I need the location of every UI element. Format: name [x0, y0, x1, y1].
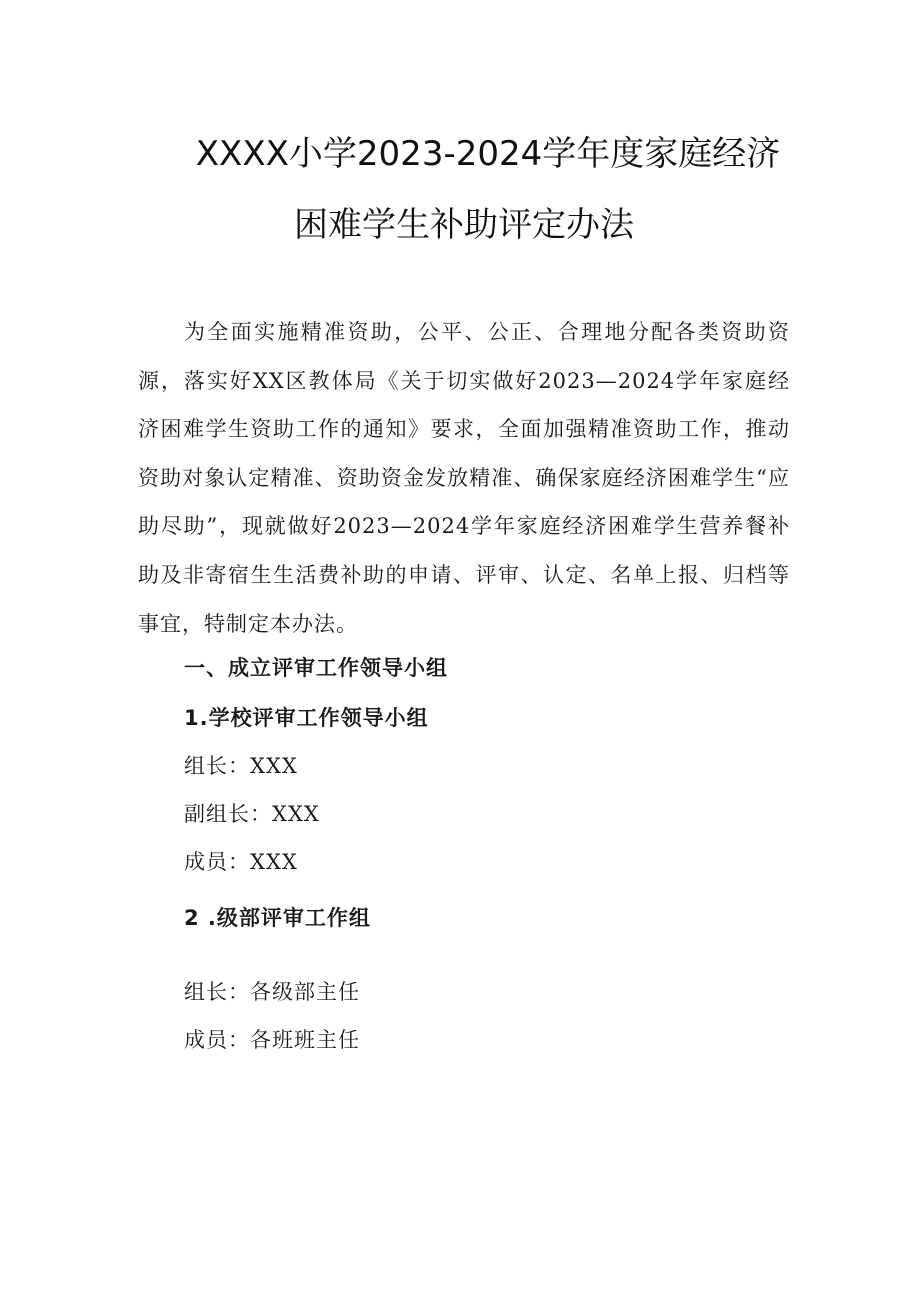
document-title-line2: 困难学生补助评定办法: [294, 205, 634, 245]
sub2-leader: 组长：各级部主任: [184, 980, 360, 1004]
section1-heading: 一、成立评审工作领导小组: [184, 656, 448, 680]
sub1-heading: 1.学校评审工作领导小组: [184, 706, 429, 730]
intro-paragraph: 为全面实施精准资助，公平、公正、合理地分配各类资助资源，落实好XX区教体局《关于切实做好2023—2024学年家庭经济困难学生资助工作的通知》要求，全面加强精准资助工作，推动资助对象认定精准、资助资金发放精准、确保家庭经济困难学生“应助尽助”，现就做好2023—2024学年家庭经济困难学生营养餐补助及非寄宿生生活费补助的申请、评审、认定、名单上报、归档等事宜，特制定本办法。: [138, 320, 790, 636]
sub1-members: 成员：XXX: [184, 850, 298, 874]
sub1-deputy-leader: 副组长：XXX: [184, 802, 320, 826]
sub2-members: 成员：各班班主任: [184, 1028, 360, 1052]
document-title-line1: XXXX小学2023-2024学年度家庭经济: [195, 134, 781, 174]
sub2-heading: 2 .级部评审工作组: [184, 906, 371, 930]
sub1-leader: 组长：XXX: [184, 754, 298, 778]
